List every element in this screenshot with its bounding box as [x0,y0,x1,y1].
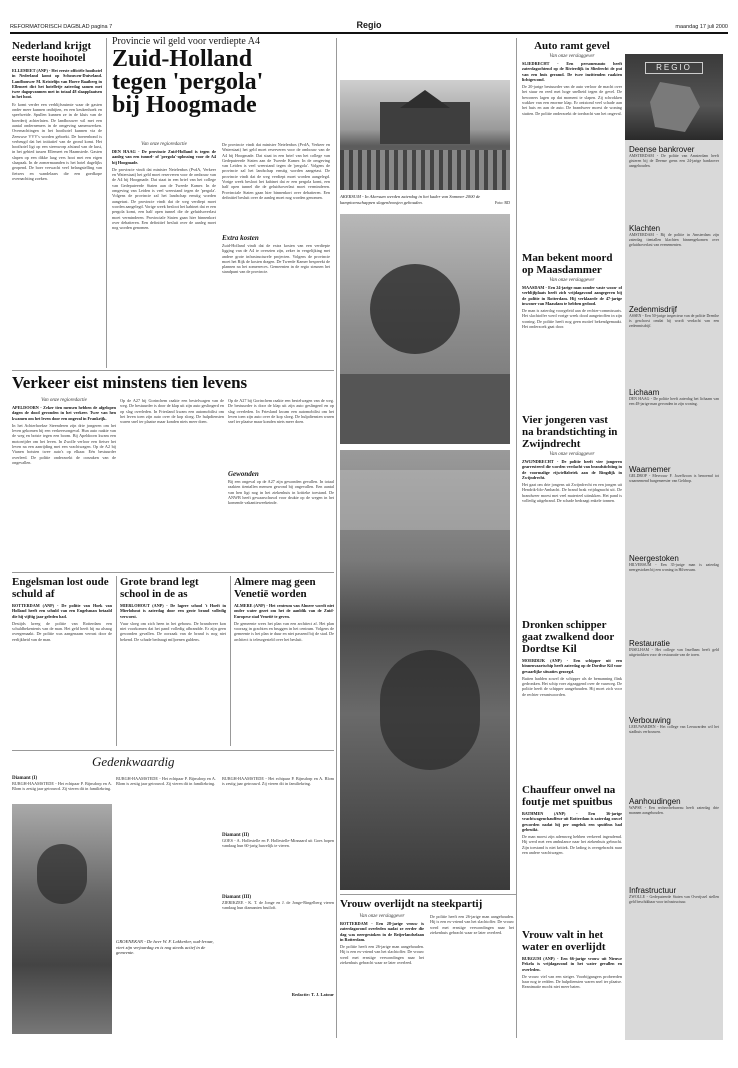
photo-credit: Foto: RD [494,199,510,205]
photo-caption [340,194,510,205]
sidebar-regio [625,54,723,1040]
item-head: Diamant (III) [222,895,252,900]
sidebar-item [629,554,719,637]
article-verkeer-col1 [12,398,116,543]
article-chauffeur [522,784,622,904]
article-lead: ELLEMEET (ANP) - Het eerste officiële hooihotel in Nederland komt op Schouwen-Duiveland. Landbouwer M. Kristelijn van Hoeve Baaiberg in Ellemeet dict het hotelletje zaterdag samen met twee dagopvanmen met in totaal 48 slaapplaatsen in het hooi. [12,68,102,100]
article-body: Op de A27 bij Gorinchem raakte een bestelwagen van de weg. De bestuurder is door de klap uit zijn auto geslingerd en op slag overleden. In Friesland kwam een automobilist om het leven toen zijn auto over de kop sloeg. De hulpdiensten waren snel ter plaatse maar konden niets meer doen. [228,398,334,425]
regio-logo [625,54,723,140]
photo-akersum [340,80,510,190]
gedenk-col2 [116,776,216,936]
article-lead: ROTTERDAM (ANP) - De politie van Hoek van Holland heeft een schuld van een Engelsman betaald die hij vijftig jaar geleden had. [12,603,112,619]
photo-jumper-1 [340,214,510,444]
section-title: Gedenkwaardig [92,754,175,769]
article-lead: SLIEDRECHT - Een personenauto heeft zaterdagochtend op de Rivierdijk in Sliedrecht de pui van een huis geramd. De twee inzittenden raakten lichtgewond. [522,61,622,82]
article-dronken-schipper [522,619,622,746]
article-lead: BURGUM (ANP) - Een 66-jarige vrouw uit Nieuwe Pekela is vrijdagavond in het water gevallen en overleden. [522,956,622,972]
article-almere [234,576,334,731]
sidebar-item-body: ASSEN - Een 50-jarige inspecteur van de politie Drenthe is geschorst omdat hij wordt verdacht van een zedenmisdrijf. [629,314,719,328]
article-byline: Van onze verslaggever [549,278,595,283]
sidebar-item-head: Aanhoudingen [629,797,681,806]
article-zuid-holland [112,36,330,117]
sidebar-item-body: LEEUWARDEN - Het college van Leeuwarden wil het stadhuis verbouwen. [629,725,719,734]
article-zuid-holland-col2 [222,142,330,331]
gedenk-item-1 [12,776,112,806]
article-kicker: Provincie wil geld voor verdiepte A4 [112,36,261,47]
article-lead: ALMERE (ANP) - Het centrum van Almere wordt niet onder water gezet om het de aanblik van de Zuid-Europese stad Venetië te geven. [234,603,334,619]
sidebar-item-head: Neergestoken [629,554,679,563]
article-lead: ROTTERDAM - Een 28-jarige vrouw is zaterdagavond overleden nadat ze eerder die dag was neergestoken in de Beijerlandselaan in Rotterdam. [340,921,424,942]
newspaper-page [10,32,728,1042]
article-lead: MIERLOHOUT (ANP) - De lagere school 't Hoeft in Mierlohout is zaterdag door een grote brand volledig verwoest. [120,603,226,619]
gedenk-credit: Redactie: T. J. Latour [291,992,334,997]
article-title: Grote brand legt school in de as [120,576,199,600]
sidebar-item-head: Klachten [629,224,661,233]
article-body: Bij een ongeval op de A27 zijn gewonden gevallen. In totaal raakten tientallen mensen gewond bij ongevallen. Een aantal van hen ligt nog in het ziekenhuis in kritieke toestand. De ANWB heeft gewaarschuwd voor drukte op de wegen in het komende vakantieweekeinde. [228,479,334,506]
article-steekpartij [340,898,516,910]
sidebar-item [629,145,719,222]
item-head: Diamant (I) [12,776,38,781]
sidebar-item [629,639,719,714]
sidebar-item-head: Restauratie [629,639,670,648]
article-title: Man bekent moord op Maasdammer [522,252,613,276]
sidebar-item-body: AMSTERDAM - De politie van Amsterdam heeft gisteren bij de Deense grens een 24-jarige bankrover aangehouden. [629,154,719,168]
article-byline: Van onze verslaggever [549,452,595,457]
article-verkeer-col2 [120,398,224,560]
article-zuid-holland-col1 [112,142,216,349]
page-header [10,20,728,32]
article-byline: Van onze regioredactie [41,398,87,403]
header-section: Regio [356,20,382,30]
article-title: Vrouw valt in het water en overlijdt [522,929,606,953]
article-body: In het Achterhoekse Steenderen zijn drie jongeren om het leven gekomen bij een verkeersongeval. Hun auto raakte van de weg en botste tegen een boom. Bij Apeldoorn kwam een motorrijder om het leven. In Zwolle verloor een fietser het leven na een aanrijding met een vrachtwagen. Op de A2 bij Vianen botsten twee auto's op elkaar. Eén bestuurder overleed. De politie onderzoekt de oorzaken van de ongevallen. [12,422,116,465]
article-lead: MOERDIJK (ANP) - Een schipper uit een binnenvaartschip heeft zaterdag op de Dordtse Kil voor gevaarlijke situaties gezorgd. [522,658,622,674]
article-body: Op de A27 bij Gorinchem raakte een bestelwagen van de weg. De bestuurder is door de klap uit zijn auto geslingerd en op slag overleden. In Friesland kwam een automobilist om het leven toen zijn auto over de kop sloeg. De hulpdiensten waren snel ter plaatse maar konden niets meer doen. [120,398,224,425]
article-body: Er komt verder een verblijfsruimte waar de gasten onder meer kunnen ontbijten, en een keukenhoek en speelweide. Spullen kunnen ze in de kluis van de boerderij achterlaten. De landbouwer wil met een aantal ondernemers in de omgeving samenwerken. Overnachtingen in het hooihotel kunnen via de Zeeuwse VVV's worden geboekt. De boerenbond is verheugd dat het initiatief van de grond komt. Het hooihotel ligt op een steenworp afstand van de kust, in het gebied tussen Ellemeet en Haamstede. Gasten slapen op een dikke laag vers hooi met een eigen slaapzak. In de zomermaanden is het hotel dagelijks geopend. De boer verwacht veel belangstelling van fietsers en wandelaars die een goedkope overnachting zoeken. [12,101,102,181]
article-body: De man is zaterdag voorgeleid aan de rechter-commissaris. Het slachtoffer werd vorige week dood aangetroffen in zijn woning. De politie heeft nog geen motief bekendgemaakt. Het onderzoek gaat door. [522,308,622,330]
article-vrouw-water [522,929,622,1034]
article-title: Verkeer eist minstens tien levens [12,373,248,392]
sidebar-item-head: Verbouwing [629,716,671,725]
article-body: Het gaat om drie jongens uit Zwijndrecht en een jongen uit Hendrik-Ido-Ambacht. De brand brak vrijdagnacht uit. De brandweer moest met veel materieel uitrukken. Het pand is volledig uitgebrand. De schade bedraagt enkele tonnen. [522,482,622,504]
article-body: De politie heeft een 26-jarige man aangehouden. Hij is een ex-vriend van het slachtoffer. De vrouw werd met ernstige verwondingen naar het ziekenhuis gebracht waar ze later overleed. [340,944,424,966]
sidebar-item [629,716,719,795]
article-title: Vier jongeren vast na brandstichting in Zwijndrecht [522,414,618,450]
section-gedenkwaardig [12,754,334,770]
article-lead: BATHMEN (ANP) - Een 36-jarige vrachtwagenchauffeur uit Rotterdam is zaterdag onwel geworden nadat hij per ongeluk een spuitbus had gebruikt. [522,811,622,832]
article-byline: Van onze verslaggever [549,54,595,59]
sidebar-item-head: Deense bankrover [629,145,695,154]
article-title: Engelsman lost oude schuld af [12,576,109,600]
sidebar-item-body: DEN HAAG - De politie heeft zaterdag het lichaam van een 48-jarige man gevonden in zijn woning. [629,397,719,406]
article-subhead: Gewonden [228,470,259,478]
article-body: De vrouw viel van een steiger. Voorbijgangers probeerden haar nog te redden. De hulpdiensten waren snel ter plaatse. Reanimatie mocht niet meer baten. [522,973,622,990]
sidebar-item-head: Waarnemer [629,465,671,474]
header-left: REFORMATORISCH DAGBLAD pagina 7 [10,24,113,30]
article-lead: DEN HAAG - De provincie Zuid-Holland is tegen de aanleg van een tunnel- of 'pergola'-oplossing voor de A4 bij Hoogmade. [112,149,216,165]
sidebar-item [629,224,719,303]
article-engelsman [12,576,112,731]
sidebar-items [625,140,723,968]
sidebar-item-head: Zedenmisdrijf [629,305,678,314]
article-body: Buiten hadden zowel de schipper als de bemanning flink gedronken. Het schip voer zigzaggend over de vaarweg. De politie heeft de schipper aangehouden. Hij moet zich voor de rechter verantwoorden. [522,675,622,697]
sidebar-item-body: INSELHAM - Het college van Inselham heeft geld uitgetrokken voor de restauratie van de toren. [629,648,719,657]
article-body: De gemeente wees het plan van een architect af. Het plan voorzag in grachten en bruggen in het centrum. Volgens de gemeente is het plan te duur en niet passend bij de stad. De architect is teleurgesteld over het besluit. [234,620,334,642]
article-body: De provincie vindt dat minister Netelenbos (PvdA, Verkeer en Waterstaat) het geld moet reserveren voor de ombouw van de A4 bij Hoogmade. Dat staat in een brief van het college van Gedeputeerde Staten aan de Tweede Kamer. In de omgeving van Leiden is veel weerstand tegen de 'pergola'. Volgens de provincie zal het landschap ernstig worden aangetast. De provincie vindt dat de weg verdiept moet worden aangelegd. Vorige week besloot het kabinet dat er een pergola komt, een half open tunnel die de geluidsoverlast moet verminderen. Provinciale Staten gaan hier binnenkort over debatteren. Een definitief besluit over de aanleg moet nog worden genomen. [222,142,330,200]
article-title: Almere mag geen Venetië worden [234,576,316,600]
item-body: ZIERIKZEE - K. T. de Jonge en J. de Jonge-Ringelberg vieren vandaag hun diamanten bruiloft. [222,900,334,911]
article-lead: ZWIJNDRECHT - De politie heeft vier jongeren gearresteerd die worden verdacht van brandstichting in de voormalige rijwielfabriek aan de Ringdijk in Zwijndrecht. [522,459,622,480]
sidebar-item-body: GELDROP - Mevrouw F. Jozeffzoon is benoemd tot waarnemend burgemeester van Geldrop. [629,474,719,483]
item-body: BURGH-HAAMSTEDE - Het echtpaar P. Bijnsdorp en A. Blom is zestig jaar getrouwd. Zij vieren dit in familiekring. [116,776,216,787]
article-title: Nederland krijgt eerste hooihotel [12,40,92,64]
article-title: Vrouw overlijdt na steekpartij [340,898,483,910]
article-brandstichting [522,414,622,582]
item-body: BURGH-HAAMSTEDE - Het echtpaar P. Bijnsdorp en A. Blom is zestig jaar getrouwd. Zij vieren dit in familiekring. [12,781,112,792]
item-head: Diamant (II) [222,833,250,838]
article-body: Zuid-Holland vindt dat de extra kosten van een verdiepte ligging van de A4 te overzien zijn, zeker in vergelijking met andere grote infrastructurele projecten. Volgens de provincie moet het Rijk de kosten dragen. De Tweede Kamer bespreekt de plannen na het zomerreces. Gemeenten in de regio steunen het standpunt van de provincie. [222,243,330,275]
article-title: Chauffeur onwel na foutje met spuitbus [522,784,616,808]
article-byline: Van onze verslaggever [359,914,405,919]
photo-lekkerker [12,804,112,1034]
article-body: De man moest zijn ademweg hebben verkeerd ingeademd. Hij werd met een ambulance naar het ziekenhuis gebracht. Zijn toestand is niet kritiek. De lading is overgebracht naar een andere vrachtwagen. [522,834,622,856]
gedenk-caption: GROENEKAN - De heer W. F. Lekkerker, oud-leraar, viert zijn verjaardag en is nog steeds actief in de gemeente. [116,939,214,956]
sidebar-item-body: WAPSE - Een recherchebureau heeft zaterdag drie mannen aangehouden. [629,806,719,815]
article-hooihotel [12,40,102,292]
article-body: De provincie vindt dat minister Netelenbos (PvdA, Verkeer en Waterstaat) het geld moet reserveren voor de ombouw van de A4 bij Hoogmade. Dat staat in een brief van het college van Gedeputeerde Staten aan de Tweede Kamer. In de omgeving van Leiden is veel weerstand tegen de 'pergola'. Volgens de provincie zal het landschap ernstig worden aangetast. De provincie vindt dat de weg verdiept moet worden aangelegd. Vorige week besloot het kabinet dat er een pergola komt, een half open tunnel die de geluidsoverlast moet verminderen. Provinciale Staten gaan hier binnenkort over debatteren. Een definitief besluit over de aanleg moet nog worden genomen. [112,166,216,231]
article-brand-school [120,576,226,731]
article-body: De politie heeft een 26-jarige man aangehouden. Hij is een ex-vriend van het slachtoffer. De vrouw werd met ernstige verwondingen naar het ziekenhuis gebracht waar ze later overleed. [430,914,514,935]
article-title: Zuid-Holland tegen 'pergola' bij Hoogmade [112,46,264,118]
sidebar-item-body: HILVERSUM - Een 35-jarige man is zaterdag neergestoken bij een woning in Hilversum. [629,563,719,572]
item-body: BURGH-HAAMSTEDE - Het echtpaar P. Bijnsdorp en A. Blom is zestig jaar getrouwd. Zij vieren dit in familiekring. [222,776,334,787]
article-body: Destijds kreeg de politie van Rotterdam een schuldbekentenis van de man. Het geld heeft hij nu alsnog overgemaakt. De politie was aangenaam verrast door de eerlijkheid van de man. [12,620,112,642]
sidebar-item-head: Infrastructuur [629,886,677,895]
article-byline: Van onze regioredactie [141,142,187,147]
header-date: maandag 17 juli 2000 [675,24,728,30]
item-body: GOES - A. Hollestelle en F. Hollestelle-Minnaard uit Goes hopen vandaag hun 60-jarig huwelijk te vieren. [222,838,334,849]
sidebar-item [629,465,719,552]
article-steekpartij-col2 [430,914,514,1034]
article-steekpartij-col1 [340,914,424,999]
article-body: Vuur sloeg om zich heen in het gebouw. De brandweer kon niet voorkomen dat het pand volledig afbrandde. Er zijn geen gewonden gevallen. De oorzaak van de brand is nog niet bekend. De schade bedraagt miljoenen guldens. [120,620,226,642]
sidebar-item-body: ZWOLLE - Gedeputeerde Staten van Overijssel stellen geld beschikbaar voor infrastructuur. [629,895,719,904]
article-lead: APELDOORN - Zeker tien mensen hebben de afgelopen dagen de dood gevonden in het verkeer. Twee van hen kwamen om het leven door een ongeval in Frankrijk. [12,405,116,421]
article-auto-ramt-gevel [522,40,622,214]
caption-text: AKERSUM - In Akersum werden zaterdag in het kader van Sommer 2000 de kampioenschappen slagenhoosjen gehouden. [340,194,481,205]
sidebar-item [629,797,719,884]
article-body: De 20-jarige bestuurder van de auto verloor de macht over het stuur en reed met hoge snelheid tegen de gevel. De bewoners lagen op dat moment te slapen. Zij schrokken wakker van een enorme klap. Er ontstond veel schade aan het huis en aan de auto. De brandweer moest de woning stutten. De politie onderzoekt de toedracht van het ongeval. [522,84,622,116]
article-lead: MAASDAM - Een 24-jarige man zonder vaste woon- of verblijfplaats heeft zich vrijdagavond aangegeven bij de politie in Rotterdam. Hij verklaarde de 47-jarige inwoner van Maasdam te hebben gedood. [522,285,622,306]
sidebar-item [629,305,719,386]
photo-jumper-2 [340,450,510,890]
regio-label: REGIO [645,62,703,74]
gedenk-col3 [222,776,334,997]
article-title: Auto ramt gevel [534,40,610,52]
sidebar-item [629,388,719,463]
article-title: Dronken schipper gaat zwalkend door Dordtse Kil [522,619,615,655]
article-moord-maasdam [522,252,622,378]
sidebar-item-body: AMSTERDAM - Bij de politie in Amsterdam zijn zaterdag tientallen klachten binnengekomen over geluidsoverlast van evenementen. [629,233,719,247]
sidebar-item [629,886,719,965]
sidebar-item-head: Lichaam [629,388,660,397]
article-subhead: Extra kosten [222,234,259,242]
article-verkeer [12,374,334,392]
article-verkeer-col3 [228,398,334,563]
